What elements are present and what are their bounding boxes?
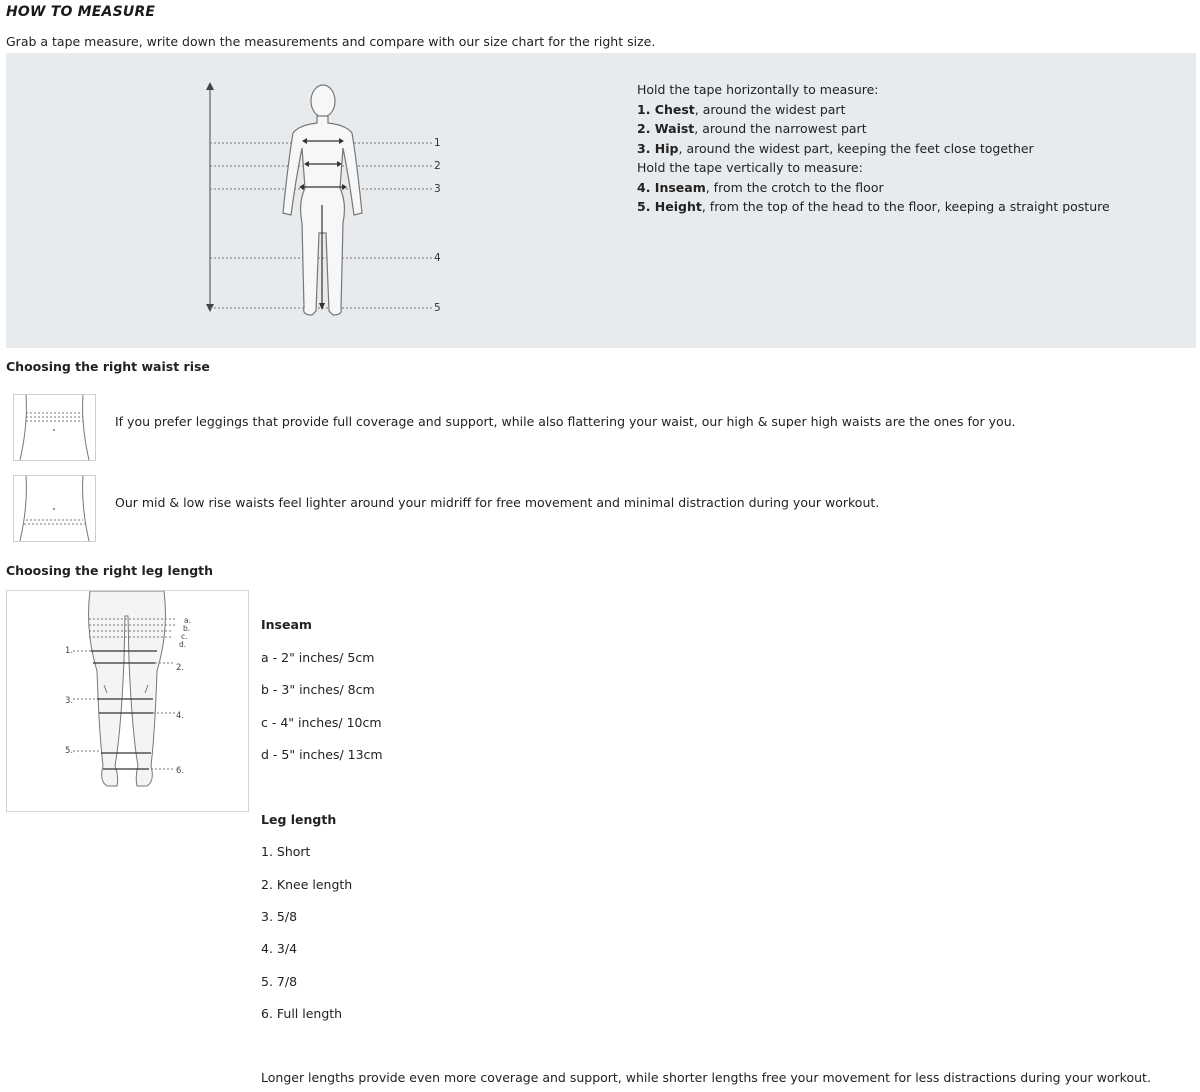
instruction-item: 1. Chest, around the widest part [637, 101, 846, 117]
leg-length-list-heading: Leg length [261, 812, 337, 827]
marker-label: 4 [434, 252, 441, 264]
leg-length-item: 2. Knee length [261, 877, 353, 892]
leg-length-heading: Choosing the right leg length [6, 563, 214, 578]
waist-rise-heading: Choosing the right waist rise [6, 359, 210, 374]
leg-length-item: 5. 7/8 [261, 974, 298, 989]
marker-label: 2 [434, 160, 441, 172]
marker-label: 1 [434, 137, 441, 149]
instruction-item: 5. Height, from the top of the head to the floor, keeping a straight posture [637, 199, 1110, 214]
high-rise-icon [14, 395, 95, 460]
low-rise-thumbnail [13, 475, 96, 542]
leg-length-diagram [6, 590, 249, 812]
inseam-item: b - 3" inches/ 8cm [261, 682, 375, 697]
instruction-item: 3. Hip, around the widest part, keeping the feet close together [637, 140, 1034, 156]
inseam-letter: b. [183, 624, 191, 633]
high-rise-thumbnail [13, 394, 96, 461]
legs-icon [7, 591, 248, 811]
inseam-letter: d. [179, 640, 187, 649]
marker-label: 5 [434, 302, 441, 314]
page-title: HOW TO MEASURE [6, 4, 156, 20]
leg-length-footer: Longer lengths provide even more coverage and support, while shorter lengths free your movement for less distractions during your workout. [261, 1070, 1151, 1085]
leg-length-item: 3. 5/8 [261, 909, 298, 924]
length-number: 1. [65, 646, 74, 656]
intro-text: Grab a tape measure, write down the measurements and compare with our size chart for the right size. [6, 34, 656, 49]
length-number: 5. [65, 746, 74, 756]
inseam-letter: c. [181, 632, 188, 641]
high-rise-text: If you prefer leggings that provide full coverage and support, while also flattering your waist, our high & super high waists are the ones for you. [115, 414, 1016, 429]
inseam-letter: a. [184, 616, 191, 625]
instruction-item: 2. Waist, around the narrowest part [637, 121, 867, 136]
leg-length-item: 6. Full length [261, 1006, 343, 1021]
body-measure-figure [6, 53, 606, 348]
inseam-heading: Inseam [261, 617, 312, 632]
horizontal-heading: Hold the tape horizontally to measure: [637, 82, 879, 97]
leg-length-item: 4. 3/4 [261, 941, 298, 956]
length-number: 6. [176, 766, 185, 776]
low-rise-text: Our mid & low rise waists feel lighter around your midriff for free movement and minimal distraction during your workout. [115, 495, 880, 510]
length-number: 3. [65, 696, 74, 706]
length-number: 2. [176, 663, 185, 673]
inseam-item: c - 4" inches/ 10cm [261, 715, 382, 730]
length-number: 4. [176, 711, 185, 721]
instruction-item: 4. Inseam, from the crotch to the floor [637, 179, 884, 195]
inseam-item: d - 5" inches/ 13cm [261, 747, 383, 762]
inseam-item: a - 2" inches/ 5cm [261, 650, 375, 665]
low-rise-icon [14, 476, 95, 541]
marker-label: 3 [434, 183, 441, 195]
vertical-heading: Hold the tape vertically to measure: [637, 160, 863, 175]
measure-instructions [637, 80, 1110, 217]
leg-length-item: 1. Short [261, 844, 311, 859]
